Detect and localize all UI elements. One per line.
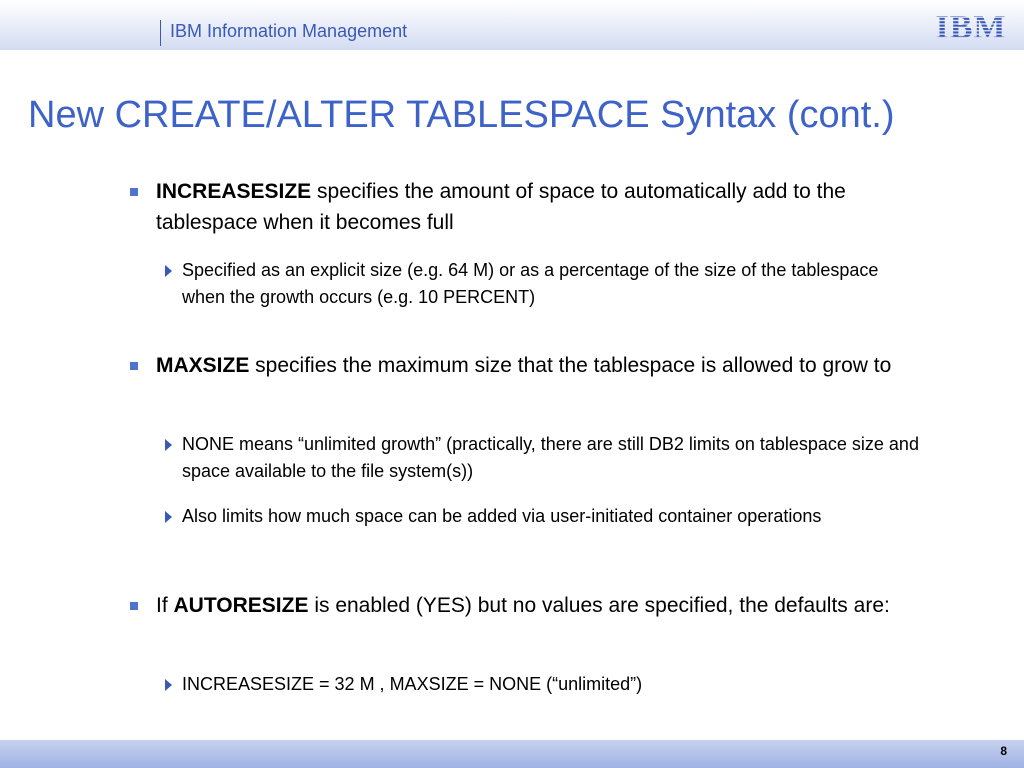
bullet-keyword: INCREASESIZE	[156, 180, 312, 203]
arrow-bullet-icon	[165, 439, 172, 451]
sub-bullet-text: Also limits how much space can be added via user-initiated container operations	[182, 506, 822, 526]
header-title: IBM Information Management	[170, 21, 408, 41]
bullet-increasesize	[156, 176, 916, 238]
square-bullet-icon	[130, 188, 138, 196]
sub-bullet-text: Specified as an explicit size (e.g. 64 M) or as a percentage of the size of the tablespace when the growth occurs (e.g. 10 PERCENT)	[182, 260, 879, 307]
arrow-bullet-icon	[165, 511, 172, 523]
arrow-bullet-icon	[165, 265, 172, 277]
square-bullet-icon	[130, 362, 138, 370]
slide-title: New CREATE/ALTER TABLESPACE Syntax (cont.)	[28, 94, 895, 136]
sub-bullet-text: INCREASESIZE = 32 M , MAXSIZE = NONE (“unlimited”)	[182, 674, 643, 694]
bullet-maxsize	[156, 350, 916, 381]
bullet-autoresize	[156, 590, 916, 621]
sub-bullet-size-spec	[182, 257, 922, 311]
sub-bullet-defaults	[182, 671, 922, 698]
svg-text:IBM: IBM	[935, 11, 1007, 41]
sub-bullet-container-ops	[182, 503, 922, 530]
sub-bullet-text: NONE means “unlimited growth” (practically, there are still DB2 limits on tablespace size and space available to the file system(s))	[182, 434, 919, 481]
sub-bullet-none	[182, 431, 922, 485]
arrow-bullet-icon	[165, 679, 172, 691]
square-bullet-icon	[130, 602, 138, 610]
bullet-keyword: AUTORESIZE	[173, 594, 309, 617]
bullet-text: specifies the amount of space to automatically add to the tablespace when it becomes full	[156, 180, 846, 234]
page-number: 8	[1000, 744, 1007, 758]
bullet-text: specifies the maximum size that the tablespace is allowed to grow to	[249, 354, 892, 377]
slide-footer	[0, 740, 1024, 768]
bullet-keyword: MAXSIZE	[156, 354, 250, 377]
bullet-prefix: If	[156, 594, 174, 617]
bullet-text: is enabled (YES) but no values are specified, the defaults are:	[308, 594, 890, 617]
